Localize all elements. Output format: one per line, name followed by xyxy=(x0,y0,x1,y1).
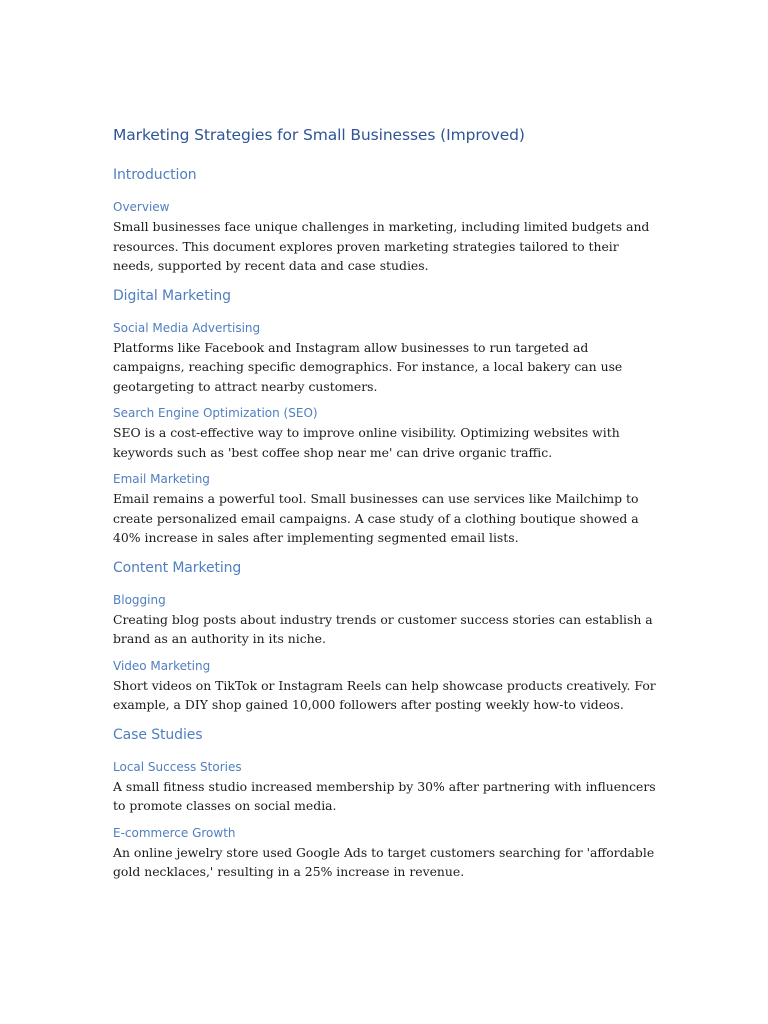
subsection-local-success-stories xyxy=(113,759,658,816)
paragraph: Short videos on TikTok or Instagram Reels can help showcase products creatively. For example, a DIY shop gained 10,000 followers after posting weekly how-to videos. xyxy=(113,677,656,712)
document-page xyxy=(113,122,658,891)
subsection-heading: Email Marketing xyxy=(113,472,210,486)
subsection-ecommerce-growth xyxy=(113,825,658,882)
section-introduction xyxy=(113,164,658,276)
section-heading: Case Studies xyxy=(113,726,203,743)
subsection-heading: Search Engine Optimization (SEO) xyxy=(113,406,318,420)
subsection-email-marketing xyxy=(113,471,658,548)
subsection-heading: Social Media Advertising xyxy=(113,320,261,335)
paragraph: Creating blog posts about industry trends or customer success stories can establish a brand as an authority in its niche. xyxy=(113,611,653,646)
subsection-heading: Overview xyxy=(113,200,170,214)
paragraph: Small businesses face unique challenges in marketing, including limited budgets and resources. This document explores proven marketing strategies tailored to their needs, supported by recent data and case studies. xyxy=(113,219,650,273)
paragraph: A small fitness studio increased membership by 30% after partnering with influencers to promote classes on social media. xyxy=(113,778,656,813)
subsection-heading: Blogging xyxy=(113,592,166,607)
section-case-studies xyxy=(113,724,658,882)
document-title: Marketing Strategies for Small Businesses (Improved) xyxy=(113,126,525,144)
subsection-social-media-advertising xyxy=(113,320,658,397)
subsection-video-marketing xyxy=(113,658,658,715)
section-heading: Digital Marketing xyxy=(113,287,231,304)
subsection-seo xyxy=(113,405,658,462)
section-digital-marketing xyxy=(113,285,658,548)
paragraph: Platforms like Facebook and Instagram allow businesses to run targeted ad campaigns, reaching specific demographics. For instance, a local bakery can use geotargeting to attract nearby customers. xyxy=(113,339,623,394)
section-content-marketing xyxy=(113,557,658,715)
paragraph: SEO is a cost-effective way to improve online visibility. Optimizing websites with keywords such as 'best coffee shop near me' can drive organic traffic. xyxy=(113,425,620,460)
subsection-heading: Video Marketing xyxy=(113,658,211,673)
subsection-blogging xyxy=(113,592,658,649)
paragraph: An online jewelry store used Google Ads to target customers searching for 'affordable gold necklaces,' resulting in a 25% increase in revenue. xyxy=(113,844,655,879)
section-heading: Introduction xyxy=(113,167,197,183)
paragraph: Email remains a powerful tool. Small businesses can use services like Mailchimp to create personalized email campaigns. A case study of a clothing boutique showed a 40% increase in sales after implementing segmented email lists. xyxy=(113,491,639,545)
subsection-heading: Local Success Stories xyxy=(113,759,242,774)
subsection-overview xyxy=(113,199,658,276)
subsection-heading: E-commerce Growth xyxy=(113,825,236,840)
section-heading: Content Marketing xyxy=(113,559,242,576)
